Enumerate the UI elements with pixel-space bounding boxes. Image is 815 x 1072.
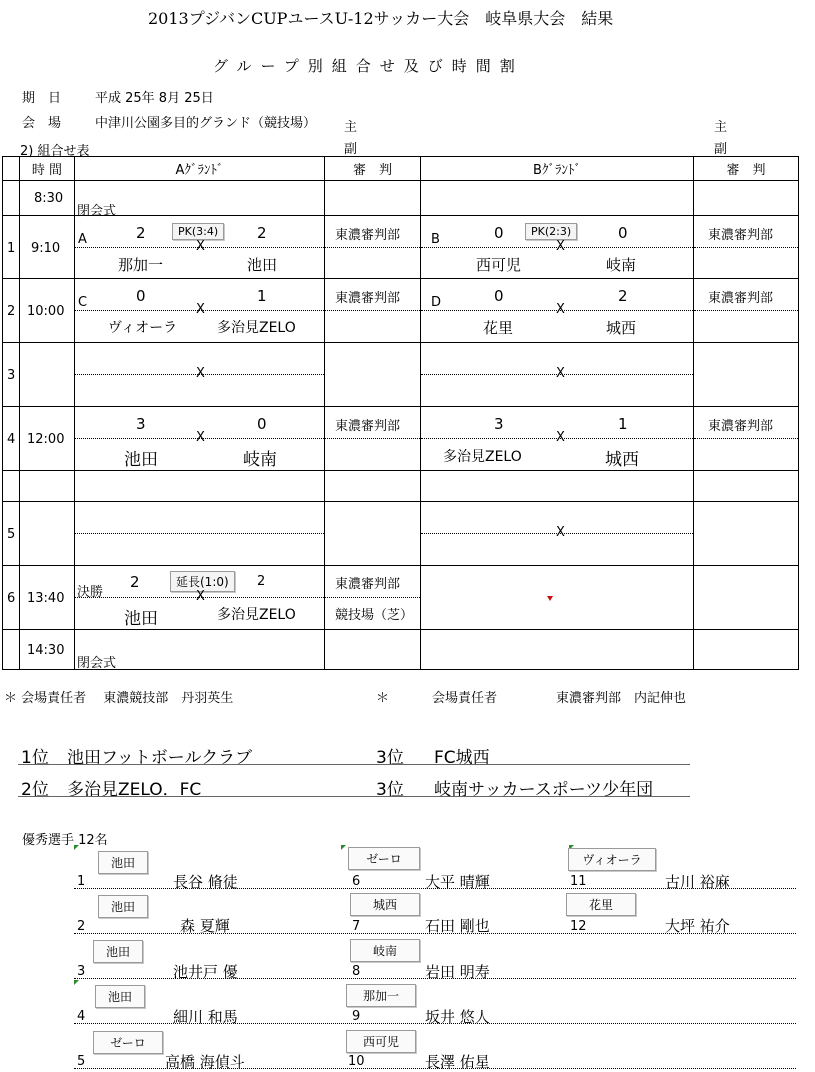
player-number: 4 bbox=[77, 1009, 86, 1024]
field-name: 競技場（芝） bbox=[335, 608, 414, 623]
team-home: 西可児 bbox=[476, 256, 522, 274]
player-team-badge: ゼーロ bbox=[93, 1031, 163, 1054]
score-away: 2 bbox=[257, 224, 267, 242]
player-number: 10 bbox=[348, 1054, 365, 1069]
player-name: 池井戸 優 bbox=[173, 963, 238, 981]
score-away: 1 bbox=[257, 287, 267, 305]
referee-name: 東濃審判部 bbox=[708, 291, 774, 306]
score-home: 3 bbox=[494, 415, 504, 433]
table-row bbox=[3, 279, 799, 343]
rank-place: 1位 bbox=[21, 748, 49, 768]
player-number: 12 bbox=[570, 919, 587, 934]
sub-referee-label: 副 bbox=[344, 142, 358, 157]
date-value: 平成 25年 8月 25日 bbox=[95, 91, 214, 106]
score-away: 2 bbox=[618, 287, 628, 305]
table-row bbox=[3, 566, 799, 630]
player-name: 古川 裕麻 bbox=[665, 873, 730, 891]
vs-mark: X bbox=[196, 302, 205, 317]
vs-mark: X bbox=[556, 302, 565, 317]
comment-marker bbox=[74, 980, 79, 985]
extra-time-result: 延長(1:0) bbox=[170, 571, 235, 592]
time-cell: 8:30 bbox=[34, 191, 64, 206]
player-number: 7 bbox=[352, 919, 361, 934]
rank-team: FC城西 bbox=[434, 748, 490, 768]
final-label: 決勝 bbox=[77, 585, 104, 600]
row-number: 4 bbox=[7, 432, 16, 447]
score-home: 0 bbox=[494, 224, 504, 242]
team-home: 池田 bbox=[124, 450, 158, 470]
rank-place: 2位 bbox=[21, 780, 49, 800]
row-number: 6 bbox=[7, 591, 16, 606]
team-away: 城西 bbox=[606, 319, 637, 337]
referee-name: 東濃審判部 bbox=[335, 577, 401, 592]
table-row bbox=[3, 181, 799, 216]
referee-name: 東濃審判部 bbox=[708, 419, 774, 434]
rank-team: 池田フットボールクラブ bbox=[67, 748, 253, 768]
table-row bbox=[3, 502, 799, 566]
header-b-ground: Bｸﾞﾗﾝﾄﾞ bbox=[421, 157, 694, 181]
time-cell: 13:40 bbox=[27, 591, 65, 606]
comment-marker bbox=[341, 845, 346, 850]
player-team-badge: ゼーロ bbox=[348, 847, 420, 870]
pk-result: PK(2:3) bbox=[525, 223, 577, 240]
vs-mark: X bbox=[196, 589, 205, 604]
group-label: A bbox=[78, 232, 87, 247]
table-caption: 2) 組合せ表 bbox=[20, 144, 90, 159]
main-referee-label: 主 bbox=[344, 120, 358, 135]
player-name: 長谷 脩徒 bbox=[173, 873, 238, 891]
score-home: 0 bbox=[136, 287, 146, 305]
score-away: 0 bbox=[618, 224, 628, 242]
player-number: 3 bbox=[77, 964, 86, 979]
group-label: C bbox=[78, 295, 88, 310]
player-team-badge: 城西 bbox=[350, 893, 420, 916]
comment-marker bbox=[74, 845, 79, 850]
score-away: 1 bbox=[618, 415, 628, 433]
player-name: 岩田 明寿 bbox=[425, 963, 490, 981]
player-name: 細川 和馬 bbox=[173, 1008, 238, 1026]
team-home: 花里 bbox=[483, 319, 514, 337]
team-home: ヴィオーラ bbox=[108, 320, 178, 336]
player-name: 坂井 悠人 bbox=[425, 1008, 490, 1026]
main-referee-label-b: 主 bbox=[714, 120, 728, 135]
player-team-badge: ヴィオーラ bbox=[568, 848, 656, 871]
player-team-badge: 池田 bbox=[98, 895, 148, 918]
vs-mark: X bbox=[556, 239, 565, 254]
row-number: 1 bbox=[7, 241, 16, 256]
rank-place: 3位 bbox=[376, 748, 404, 768]
vs-mark: X bbox=[196, 366, 205, 381]
sub-referee-label-b: 副 bbox=[714, 142, 728, 157]
table-row bbox=[3, 407, 799, 471]
rank-underline bbox=[18, 764, 690, 765]
time-cell: 14:30 bbox=[27, 643, 65, 658]
document-title: 2013プジバンCUPユースU-12サッカー大会 岐阜県大会 結果 bbox=[148, 9, 614, 28]
player-team-badge: 那加一 bbox=[346, 984, 416, 1007]
score-home: 0 bbox=[494, 287, 504, 305]
excellent-players-label: 優秀選手 12名 bbox=[22, 833, 108, 848]
comment-marker bbox=[547, 596, 553, 601]
player-name: 石田 剛也 bbox=[425, 917, 490, 935]
pk-result: PK(3:4) bbox=[172, 223, 224, 240]
player-number: 5 bbox=[77, 1054, 86, 1069]
team-away: 岐南 bbox=[243, 450, 277, 470]
player-number: 6 bbox=[352, 874, 361, 889]
venue-label: 会 場 bbox=[22, 116, 62, 131]
referee-name: 東濃審判部 bbox=[708, 228, 774, 243]
player-name: 大坪 祐介 bbox=[665, 917, 730, 935]
vs-mark: X bbox=[556, 430, 565, 445]
player-team-badge: 岐南 bbox=[350, 939, 420, 962]
score-home: 3 bbox=[136, 415, 146, 433]
player-team-badge: 池田 bbox=[95, 985, 145, 1008]
responsible-right-value: 東濃審判部 内記伸也 bbox=[556, 691, 687, 706]
team-away: 多治見ZELO bbox=[217, 320, 296, 336]
vs-mark: X bbox=[556, 525, 565, 540]
ceremony-text: 閉会式 bbox=[77, 204, 117, 219]
score-away: 0 bbox=[257, 415, 267, 433]
schedule-table bbox=[2, 156, 799, 670]
table-header-row bbox=[3, 157, 799, 181]
rank-team: 多治見ZELO．FC bbox=[67, 780, 202, 800]
rank-team: 岐南サッカースポーツ少年団 bbox=[434, 780, 654, 800]
team-away: 池田 bbox=[247, 256, 278, 274]
player-team-badge: 西可児 bbox=[346, 1030, 416, 1053]
score-home: 2 bbox=[136, 224, 146, 242]
responsible-right-label: 会場責任者 bbox=[432, 691, 498, 706]
team-home: 池田 bbox=[124, 609, 158, 629]
player-team-badge: 池田 bbox=[98, 851, 148, 874]
row-number: 2 bbox=[7, 304, 16, 319]
table-row bbox=[3, 343, 799, 407]
group-label: D bbox=[431, 295, 442, 310]
score-away: 2 bbox=[257, 574, 266, 589]
score-home: 2 bbox=[130, 573, 140, 591]
time-cell: 12:00 bbox=[27, 432, 65, 447]
table-row bbox=[3, 630, 799, 670]
player-number: 9 bbox=[352, 1009, 361, 1024]
vs-mark: X bbox=[556, 366, 565, 381]
vs-mark: X bbox=[196, 430, 205, 445]
header-a-ground: Aｸﾞﾗﾝﾄﾞ bbox=[75, 157, 325, 181]
player-number: 2 bbox=[77, 919, 86, 934]
ceremony-text: 閉会式 bbox=[77, 656, 117, 671]
venue-value: 中津川公園多目的グランド（競技場） bbox=[95, 116, 317, 131]
player-name: 大平 晴輝 bbox=[425, 873, 490, 891]
referee-name: 東濃審判部 bbox=[335, 419, 401, 434]
team-away: 城西 bbox=[605, 450, 639, 470]
responsible-right-star: ＊ bbox=[376, 691, 390, 706]
team-away: 岐南 bbox=[606, 256, 637, 274]
header-referee-a: 審 判 bbox=[325, 157, 421, 181]
time-cell: 9:10 bbox=[31, 241, 61, 256]
responsible-left: ＊ 会場責任者 東濃競技部 丹羽英生 bbox=[4, 691, 234, 706]
player-number: 8 bbox=[352, 964, 361, 979]
player-team-badge: 花里 bbox=[566, 893, 636, 916]
date-label: 期 日 bbox=[22, 91, 62, 106]
player-number: 11 bbox=[570, 874, 587, 889]
team-away: 多治見ZELO bbox=[217, 607, 296, 623]
table-row bbox=[3, 216, 799, 279]
header-time: 時 間 bbox=[20, 157, 75, 181]
header-referee-b: 審 判 bbox=[694, 157, 799, 181]
document-subtitle: グループ別組合せ及び時間割 bbox=[213, 57, 524, 75]
vs-mark: X bbox=[196, 239, 205, 254]
player-number: 1 bbox=[77, 874, 86, 889]
referee-name: 東濃審判部 bbox=[335, 291, 401, 306]
team-home: 那加一 bbox=[118, 256, 164, 274]
player-name: 森 夏輝 bbox=[180, 917, 230, 935]
player-name: 高橋 海偵斗 bbox=[165, 1053, 245, 1071]
row-number: 3 bbox=[7, 368, 16, 383]
referee-name: 東濃審判部 bbox=[335, 228, 401, 243]
group-label: B bbox=[431, 232, 440, 247]
team-home: 多治見ZELO bbox=[443, 449, 522, 465]
time-cell: 10:00 bbox=[27, 304, 65, 319]
table-row bbox=[3, 471, 799, 502]
row-number: 5 bbox=[7, 527, 16, 542]
player-team-badge: 池田 bbox=[93, 940, 143, 963]
rank-underline bbox=[18, 796, 690, 797]
player-name: 長澤 佑星 bbox=[425, 1053, 490, 1071]
rank-place: 3位 bbox=[376, 780, 404, 800]
